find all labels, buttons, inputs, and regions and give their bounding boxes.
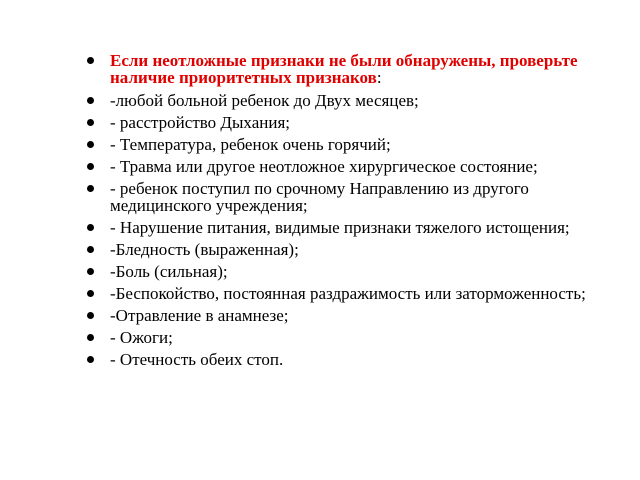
list-item bbox=[86, 136, 586, 153]
list-item bbox=[86, 219, 586, 236]
bullet-dot-icon bbox=[87, 97, 94, 104]
bullet-dot-icon bbox=[87, 57, 94, 64]
bullet-dot-icon bbox=[87, 334, 94, 341]
heading-text bbox=[110, 52, 586, 86]
bullet-dot-icon bbox=[87, 290, 94, 297]
bullet-dot-icon bbox=[87, 246, 94, 253]
list-item-text: - Температура, ребенок очень горячий; bbox=[110, 135, 391, 154]
bullet-dot-icon bbox=[87, 185, 94, 192]
list-item-text: - ребенок поступил по срочному Направлению из другого медицинского учреждения; bbox=[110, 179, 529, 215]
list-item-text: - Ожоги; bbox=[110, 328, 173, 347]
list-item-text: -Беспокойство, постоянная раздражимость или заторможенность; bbox=[110, 284, 586, 303]
list-item bbox=[86, 92, 586, 109]
heading-colon: : bbox=[376, 68, 382, 87]
list-item bbox=[86, 285, 586, 302]
list-item bbox=[86, 351, 586, 368]
list-item-text: - Нарушение питания, видимые признаки тяжелого истощения; bbox=[110, 218, 570, 237]
list-item bbox=[86, 114, 586, 131]
bullet-list bbox=[86, 52, 586, 373]
bullet-dot-icon bbox=[87, 163, 94, 170]
list-item-text: - Отечность обеих стоп. bbox=[110, 350, 284, 369]
bullet-dot-icon bbox=[87, 356, 94, 363]
list-item-text: -Отравление в анамнезе; bbox=[110, 306, 289, 325]
bullet-dot-icon bbox=[87, 224, 94, 231]
list-item bbox=[86, 329, 586, 346]
bullet-dot-icon bbox=[87, 312, 94, 319]
list-item bbox=[86, 241, 586, 258]
list-item-text: -Боль (сильная); bbox=[110, 262, 228, 281]
list-item-text: -любой больной ребенок до Двух месяцев; bbox=[110, 91, 419, 110]
list-item bbox=[86, 307, 586, 324]
bullet-dot-icon bbox=[87, 119, 94, 126]
list-item-text: -Бледность (выраженная); bbox=[110, 240, 299, 259]
list-item bbox=[86, 180, 586, 214]
list-item-text: - Травма или другое неотложное хирургическое состояние; bbox=[110, 157, 538, 176]
list-item bbox=[86, 263, 586, 280]
heading-bold-text: Если неотложные признаки не были обнаружены, проверьте наличие приоритетных признаков bbox=[110, 51, 578, 87]
bullet-dot-icon bbox=[87, 268, 94, 275]
heading-item bbox=[86, 52, 586, 86]
bullet-dot-icon bbox=[87, 141, 94, 148]
list-item-text: - расстройство Дыхания; bbox=[110, 113, 290, 132]
list-item bbox=[86, 158, 586, 175]
